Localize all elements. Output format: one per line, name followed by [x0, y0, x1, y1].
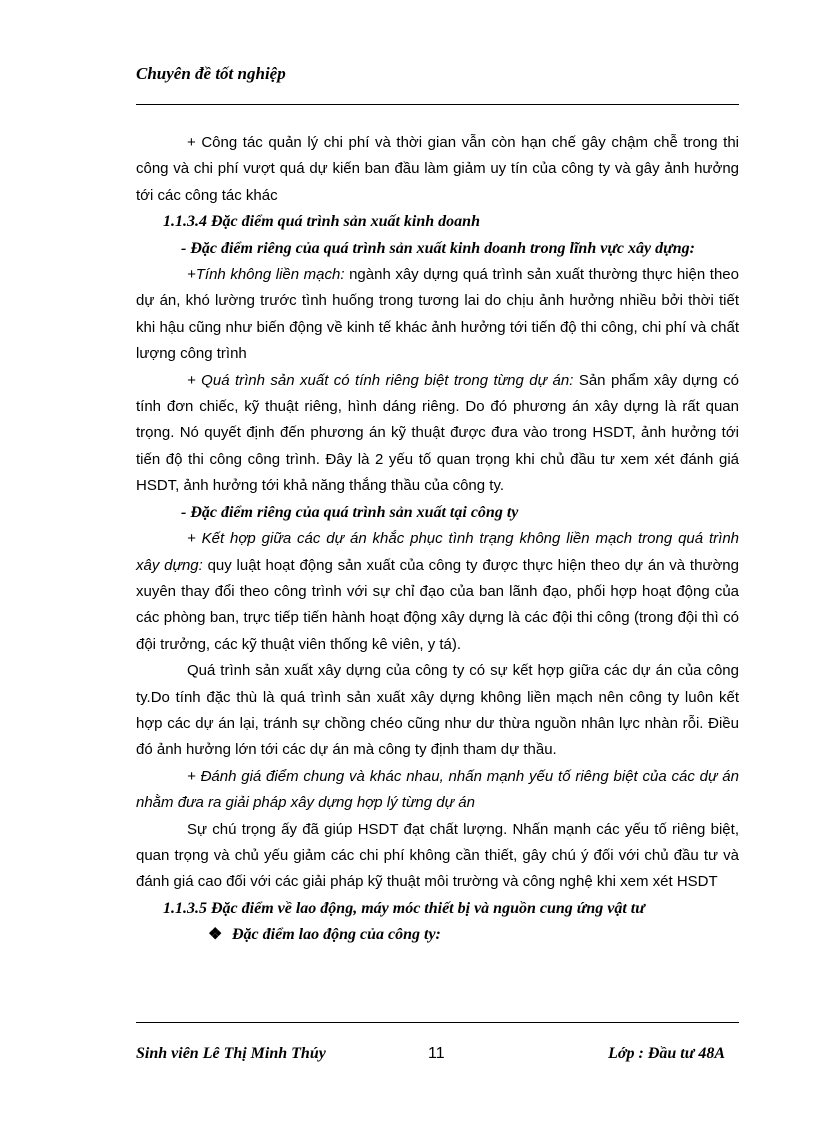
diamond-bullet-icon: ❖	[208, 926, 223, 944]
bullet-heading	[136, 922, 739, 948]
subsection-heading: - Đặc điểm riêng của quá trình sản xuất kinh doanh trong lĩnh vực xây dựng:	[181, 239, 695, 257]
paragraph: + Đánh giá điểm chung và khác nhau, nhấn mạnh yếu tố riêng biệt của các dự án nhằm đưa ra giải pháp xây dựng hợp lý từng dự án	[136, 767, 739, 812]
paragraph	[136, 262, 739, 368]
paragraph	[136, 368, 739, 500]
page-number: 11	[428, 1045, 445, 1062]
subsection-heading: - Đặc điểm riêng của quá trình sản xuất tại công ty	[181, 503, 519, 521]
page-header-title: Chuyên đề tốt nghiệp	[136, 64, 286, 83]
paragraph: Quá trình sản xuất xây dựng của công ty có sự kết hợp giữa các dự án của công ty.Do tính đặc thù là quá trình sản xuất xây dựng không liền mạch nên công ty luôn kết hợp các dự án lại, tránh sự chồng chéo cũng như dư thừa nguồn nhân lực nhàn rỗi. Điều đó ảnh hưởng lớn tới các dự án mà công ty định tham dự thầu.	[136, 662, 739, 759]
paragraph: Sự chú trọng ấy đã giúp HSDT đạt chất lượng. Nhấn mạnh các yếu tố riêng biệt, quan trọng và chủ yếu giảm các chi phí không cần thiết, gây chú ý đối với chủ đầu tư và đánh giá cao đối với các giải pháp kỹ thuật môi trường và công nghệ khi xem xét HSDT	[136, 820, 739, 891]
bullet-heading-text: Đặc điểm lao động của công ty:	[232, 926, 441, 944]
footer-rule	[136, 1022, 739, 1023]
paragraph-text: quy luật hoạt động sản xuất của công ty được thực hiện theo dự án và thường xuyên thay đổi theo công trình với sự chỉ đạo của ban lãnh đạo, phối hợp hoạt động của các phòng ban, trực tiếp tiến hành hoạt động xây dựng là các đội thi công (trong đội thì có đội trưởng, các kỹ thuật viên thống kê viên, y tá).	[136, 556, 739, 653]
paragraph-text: ngành xây dựng quá trình sản xuất thường thực hiện theo dự án, khó lường trước tình huống trong tương lai do chịu ảnh hưởng nhiều bởi thời tiết khi hậu cũng như biến động về kinh tế khác ảnh hưởng tới tiến độ thi công, chi phí và chất lượng công trình	[136, 266, 739, 363]
footer-student: Sinh viên Lê Thị Minh Thúy	[136, 1045, 326, 1062]
paragraph-lead: + Kết hợp giữa các dự án khắc phục tình trạng không liền mạch trong quá trình xây dựng:	[136, 530, 739, 574]
paragraph-lead: +Tính không liền mạch:	[187, 266, 345, 284]
paragraph	[136, 526, 739, 658]
paragraph-lead: + Quá trình sản xuất có tính riêng biệt trong từng dự án:	[187, 371, 574, 389]
header-rule	[136, 104, 739, 105]
document-body	[136, 130, 739, 949]
paragraph: + Công tác quản lý chi phí và thời gian vẫn còn hạn chế gây chậm chễ trong thi công và chi phí vượt quá dự kiến ban đầu làm giảm uy tín của công ty và gây ảnh hưởng tới các công tác khác	[136, 134, 739, 204]
paragraph-text: Sản phẩm xây dựng có tính đơn chiếc, kỹ thuật riêng, hình dáng riêng. Do đó phương án xây dựng là rất quan trọng. Nó quyết định đến phương án kỹ thuật được đưa vào trong HSDT, ảnh hưởng tới tiến độ thi công công trình. Đây là 2 yếu tố quan trọng khi chủ đầu tư xem xét đánh giá HSDT, ảnh hưởng tới khả năng thắng thầu của công ty.	[136, 371, 739, 495]
footer-class: Lớp : Đầu tư 48A	[608, 1045, 725, 1062]
section-heading: 1.1.3.4 Đặc điểm quá trình sản xuất kinh doanh	[163, 213, 480, 231]
section-heading: 1.1.3.5 Đặc điểm về lao động, máy móc thiết bị và nguồn cung ứng vật tư	[163, 899, 645, 917]
page-footer	[136, 1045, 739, 1069]
